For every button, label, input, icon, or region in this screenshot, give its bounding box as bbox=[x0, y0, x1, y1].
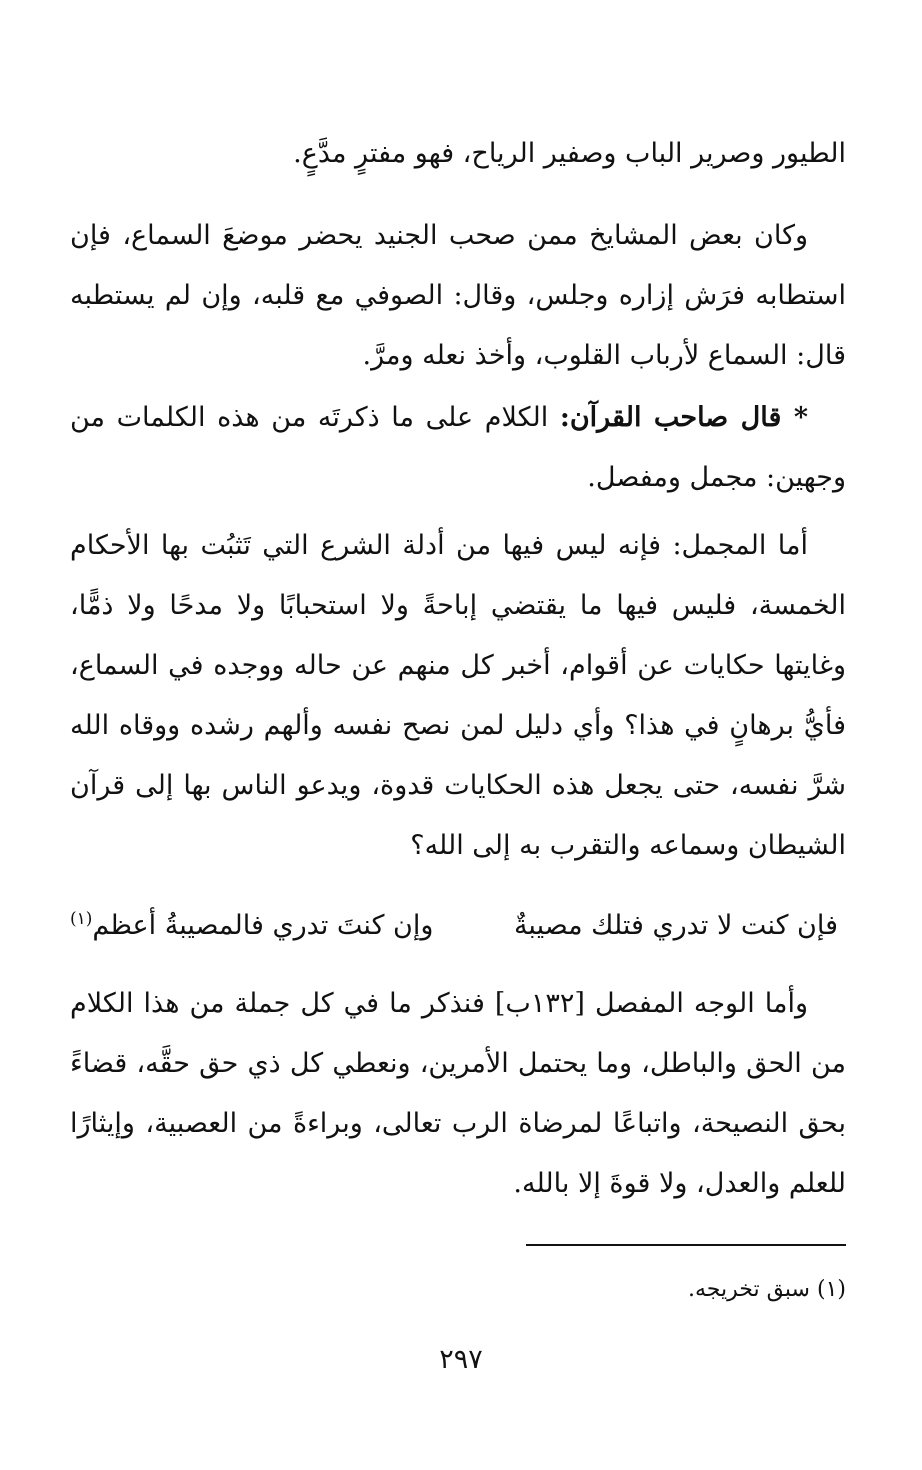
paragraph-text: الطيور وصرير الباب وصفير الرياح، فهو مفترٍ مدَّعٍ. bbox=[293, 138, 846, 169]
verse-first-hemistich: فإن كنت لا تدري فتلك مصيبةٌ bbox=[513, 910, 838, 941]
paragraph-text: وأما الوجه المفصل [١٣٢ب] فنذكر ما في كل جملة من هذا الكلام من الحق والباطل، وما يحتمل الأمرين، ونعطي كل ذي حق حقَّه، قضاءً بحق النصيحة، واتباعًا لمرضاة الرب تعالى، وبراءةً من العصبية، وإيثارًا للعلم والعدل، ولا قوةَ إلا بالله. bbox=[70, 988, 846, 1199]
paragraph-text: وكان بعض المشايخ ممن صحب الجنيد يحضر موضعَ السماع، فإن استطابه فرَش إزاره وجلس، وقال: الصوفي مع قلبه، وإن لم يستطبه قال: السماع لأرباب القلوب، وأخذ نعله ومرَّ. bbox=[70, 220, 846, 371]
footnote: (١) سبق تخريجه. bbox=[688, 1277, 846, 1302]
verse-second-hemistich-wrapper bbox=[70, 896, 433, 956]
verse-second-hemistich: وإن كنتَ تدري فالمصيبةُ أعظم bbox=[92, 910, 434, 941]
footnote-separator bbox=[526, 1244, 846, 1246]
paragraph-mujmal bbox=[70, 516, 846, 876]
poetry-verse bbox=[70, 896, 846, 956]
paragraph-author-reply bbox=[70, 388, 846, 508]
main-text-mujmal bbox=[70, 516, 846, 876]
paragraph-mufassal bbox=[70, 974, 846, 1214]
paragraph-continuation bbox=[70, 124, 846, 184]
paragraph-text: أما المجمل: فإنه ليس فيها من أدلة الشرع التي تَثبُت بها الأحكام الخمسة، فليس فيها ما يقتضي إباحةً ولا استحبابًا ولا مدحًا ولا ذمًّا، وغايتها حكايات عن أقوام، أخبر كل منهم عن حاله ووجده في السماع، فأيُّ برهانٍ في هذا؟ وأي دليل لمن نصح نفسه وألهم رشده ووقاه الله شرَّ نفسه، حتى يجعل هذه الحكايات قدوة، ويدعو الناس بها إلى قرآن الشيطان وسماعه والتقرب به إلى الله؟ bbox=[70, 530, 846, 861]
main-text-mufassal bbox=[70, 974, 846, 1214]
main-text-body bbox=[70, 206, 846, 386]
page-number: ٢٩٧ bbox=[439, 1344, 483, 1375]
footnote-marker: (١) bbox=[70, 909, 93, 929]
main-text-top bbox=[70, 124, 846, 184]
main-text-quran-author bbox=[70, 388, 846, 508]
paragraph-heading: * قال صاحب القرآن: bbox=[559, 402, 808, 433]
paragraph-junayd bbox=[70, 206, 846, 386]
paragraph-text: الكلام على ما ذكرتَه من هذه الكلمات من وجهين: مجمل ومفصل. bbox=[70, 402, 846, 493]
